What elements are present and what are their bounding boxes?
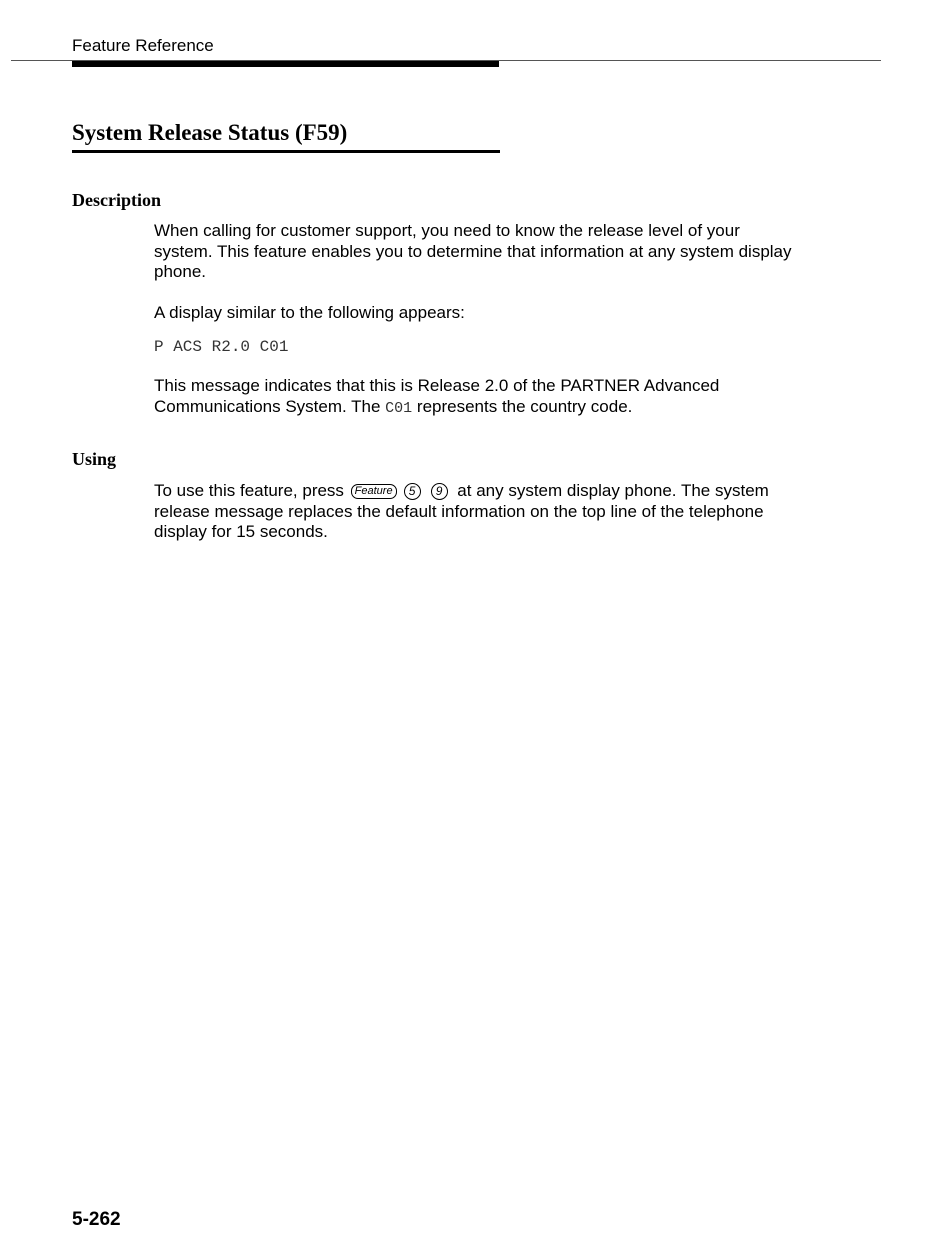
description-paragraph-2: A display similar to the following appears:: [154, 303, 465, 322]
display-sample: P ACS R2.0 C01: [154, 338, 289, 356]
paragraph-3-text-end: represents the country code.: [412, 396, 633, 416]
digit-9-key-icon: 9: [431, 483, 448, 500]
using-heading: Using: [72, 449, 117, 469]
title-underline: [72, 150, 500, 153]
description-paragraph-1: When calling for customer support, you need to know the release level of your system. This feature enables you to determine that information at any system display phone.: [154, 221, 792, 281]
using-text: To use this feature, press: [154, 481, 349, 500]
digit-5-key-icon: 5: [404, 483, 421, 500]
using-paragraph: [154, 481, 794, 543]
section-title: System Release Status (F59): [72, 120, 348, 145]
description-paragraph-3: [154, 376, 794, 419]
page-number: 5-262: [72, 1209, 121, 1230]
description-heading: Description: [72, 190, 161, 210]
country-code: C01: [385, 399, 413, 417]
header-rule-bar: [72, 61, 499, 67]
running-header: Feature Reference: [72, 36, 214, 55]
using-text-end: at any system display phone. The system release message replaces the default information on the top line of the telephone display for 15 seconds.: [154, 481, 769, 541]
paragraph-3-text: This message indicates that this is Release 2.0 of the PARTNER Advanced Communications System. The: [154, 376, 720, 416]
feature-key-icon: Feature: [351, 484, 397, 499]
